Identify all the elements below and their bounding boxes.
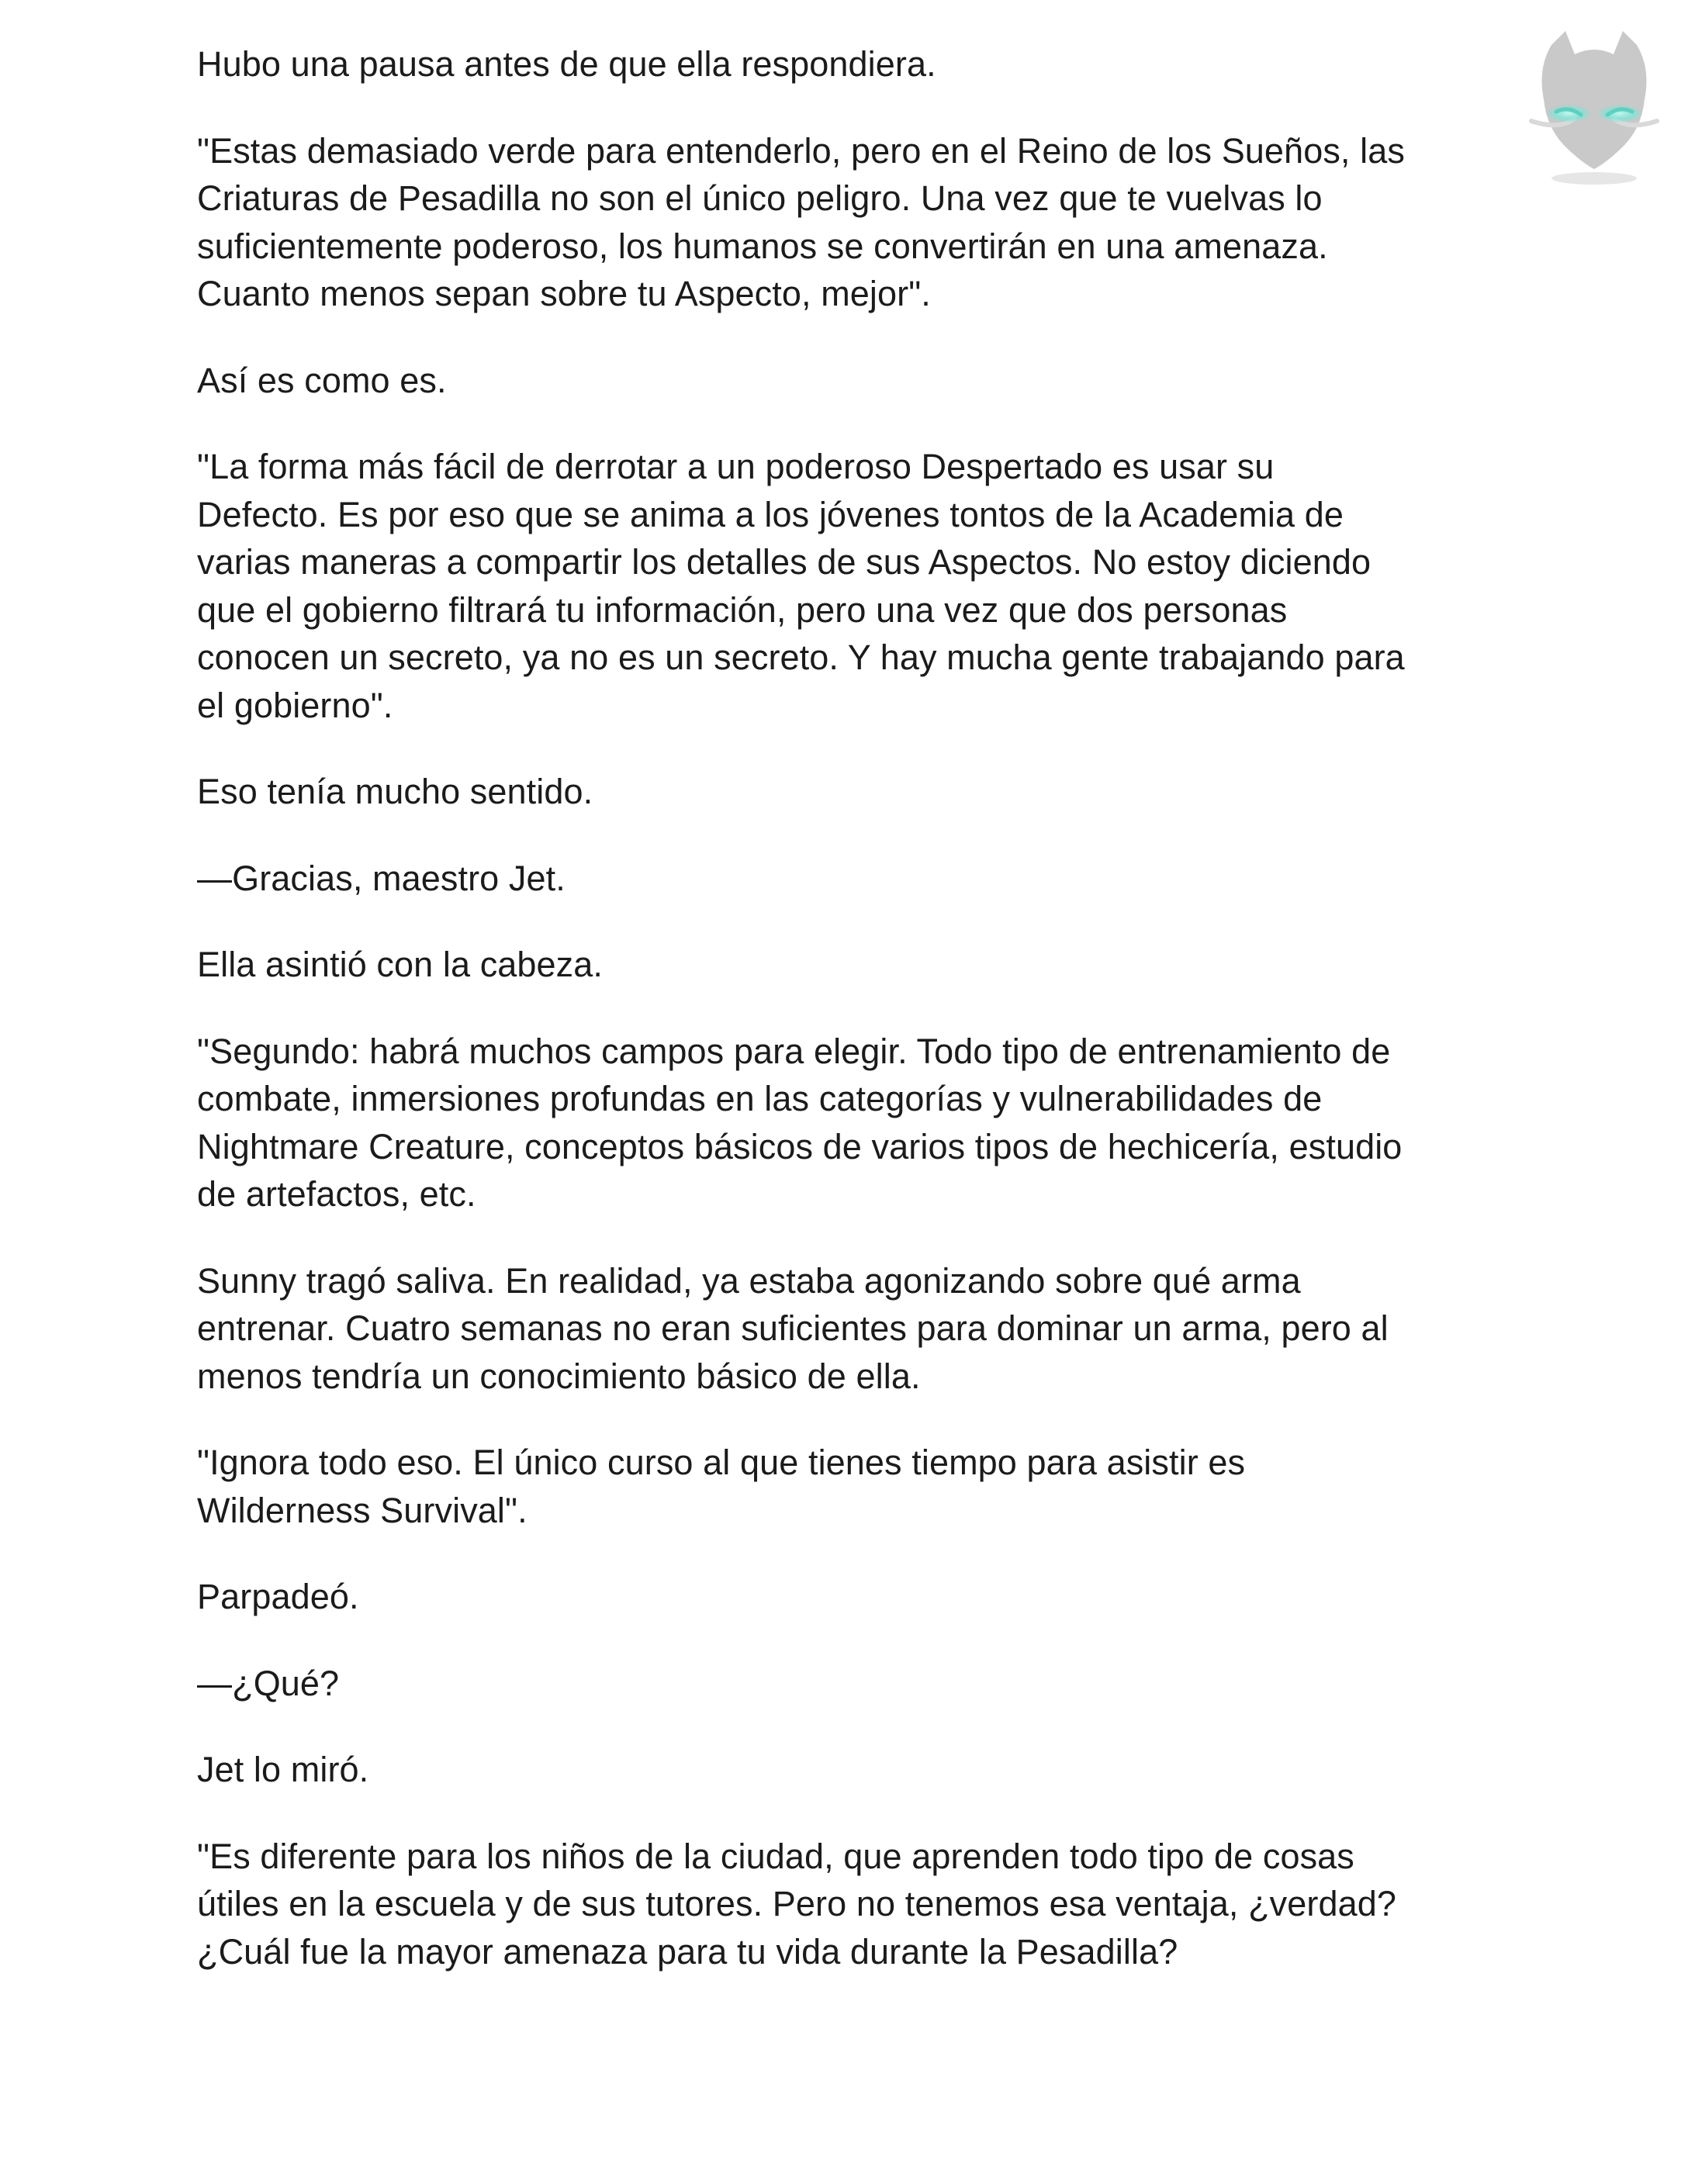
paragraph — [197, 1028, 1531, 1218]
text-line: varias maneras a compartir los detalles de sus Aspectos. No estoy diciendo — [197, 542, 1372, 582]
text-line: menos tendría un conocimiento básico de ella. — [197, 1356, 921, 1396]
paragraph — [197, 768, 1531, 816]
head-shape — [1542, 31, 1647, 169]
text-line: Eso tenía mucho sentido. — [197, 772, 593, 811]
paragraph — [197, 127, 1531, 318]
text-line: Sunny tragó saliva. En realidad, ya estaba agonizando sobre qué arma — [197, 1260, 1301, 1301]
text-line: ¿Cuál fue la mayor amenaza para tu vida durante la Pesadilla? — [197, 1931, 1178, 1971]
text-line: Nightmare Creature, conceptos básicos de varios tipos de hechicería, estudio — [197, 1126, 1403, 1166]
text-line: Wilderness Survival". — [197, 1490, 528, 1530]
text-line: el gobierno". — [197, 685, 393, 725]
text-line: combate, inmersiones profundas en las categorías y vulnerabilidades de — [197, 1079, 1323, 1118]
text-line: Cuanto menos sepan sobre tu Aspecto, mejor". — [197, 274, 931, 313]
text-line: útiles en la escuela y de sus tutores. Pero no tenemos esa ventaja, ¿verdad? — [197, 1884, 1396, 1923]
text-line: "Segundo: habrá muchos campos para elegir. Todo tipo de entrenamiento de — [197, 1031, 1391, 1071]
paragraph — [197, 40, 1531, 88]
paragraph — [197, 1660, 1531, 1708]
paragraph — [197, 855, 1531, 903]
paragraph — [197, 941, 1531, 989]
text-line: Hubo una pausa antes de que ella respondiera. — [197, 44, 936, 84]
text-line: que el gobierno filtrará tu información, pero una vez que dos personas — [197, 589, 1288, 630]
text-line: Criaturas de Pesadilla no son el único peligro. Una vez que te vuelvas lo — [197, 178, 1323, 218]
text-line: Así es como es. — [197, 360, 447, 400]
text-line: entrenar. Cuatro semanas no eran suficientes para dominar un arma, pero al — [197, 1308, 1389, 1348]
text-line: "La forma más fácil de derrotar a un poderoso Despertado es usar su — [197, 447, 1275, 486]
paragraph — [197, 1833, 1531, 1976]
paragraph — [197, 1439, 1531, 1534]
text-line: de artefactos, etc. — [197, 1174, 476, 1214]
text-line: suficientemente poderoso, los humanos se convertirán en una amenaza. — [197, 226, 1328, 266]
paragraph — [197, 1573, 1531, 1621]
text-line: "Ignora todo eso. El único curso al que tienes tiempo para asistir es — [197, 1443, 1246, 1482]
text-line: —Gracias, maestro Jet. — [197, 858, 566, 898]
text-line: —¿Qué? — [197, 1663, 340, 1703]
text-line: Ella asintió con la cabeza. — [197, 945, 604, 984]
text-line: conocen un secreto, ya no es un secreto. Y hay mucha gente trabajando para — [197, 638, 1405, 677]
text-line: "Estas demasiado verde para entenderlo, pero en el Reino de los Sueños, las — [197, 130, 1405, 171]
paragraph — [197, 357, 1531, 405]
left-eye-glow — [1545, 104, 1592, 123]
text-line: Parpadeó. — [197, 1577, 359, 1616]
demon-head-icon — [1520, 14, 1668, 192]
paragraph — [197, 1746, 1531, 1794]
text-line: Jet lo miró. — [197, 1750, 369, 1789]
text-line: "Es diferente para los niños de la ciudad, que aprenden todo tipo de cosas — [197, 1836, 1354, 1876]
document-body — [197, 40, 1531, 2014]
text-line: Defecto. Es por eso que se anima a los jóvenes tontos de la Academia de — [197, 494, 1344, 534]
paragraph — [197, 443, 1531, 729]
right-eye-glow — [1596, 104, 1643, 123]
paragraph — [197, 1257, 1531, 1401]
